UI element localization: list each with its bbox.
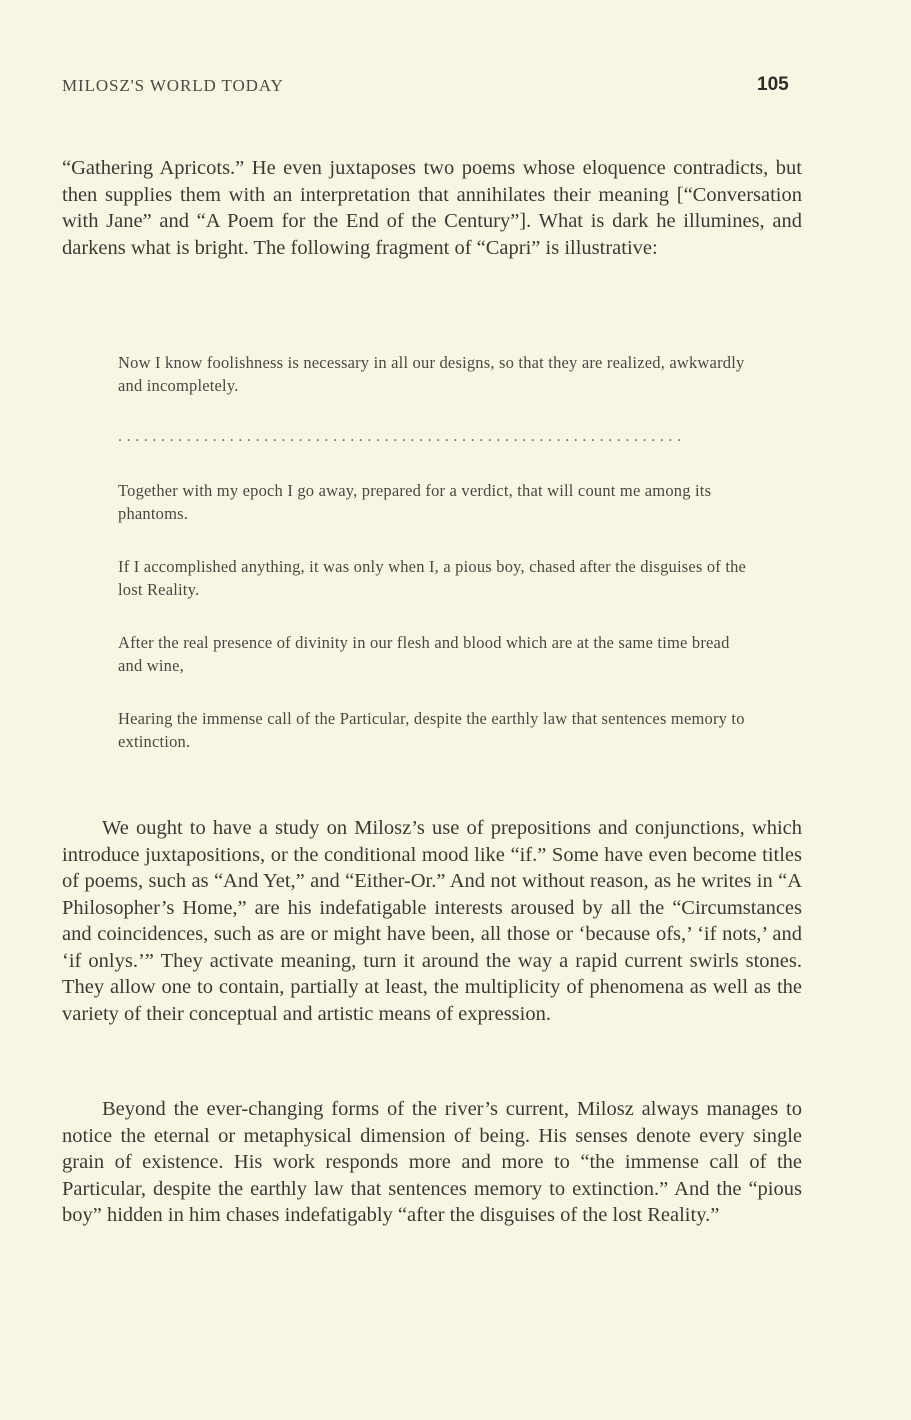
- quote-stanza-2: Together with my epoch I go away, prepared for a verdict, that will count me among its phantoms.: [118, 481, 712, 523]
- paragraph-prepositions: We ought to have a study on Milosz’s use of prepositions and conjunctions, which introduce juxtapositions, or the conditional mood like “if.” Some have even become titles of poems, such as “And Yet,” and “Either-Or.” And not without reason, as he writes in “A Philosopher’s Home,” are his indefatigable interests aroused by all the “Circumstances and coincidences, such as are or might have been, all those or ‘because ofs,’ ‘if nots,’ and ‘if onlys.’” They activate meaning, turn it around the way a rapid current swirls stones. They allow one to contain, partially at least, the multiplicity of phenomena as well as the variety of their conceptual and artistic means of expression.: [62, 817, 802, 1025]
- paragraph-beyond: Beyond the ever-changing forms of the river’s current, Milosz always manages to notice the eternal or metaphysical dimension of being. His senses denote every single grain of existence. His work responds more and more to “the immense call of the Particular, despite the earthly law that sentences memory to extinction.” And the “pious boy” hidden in him chases indefatigably “after the disguises of the lost Reality.”: [62, 1098, 802, 1226]
- quote-ellipsis: ..................................................................: [118, 428, 686, 445]
- quote-stanza-1: Now I know foolishness is necessary in all our designs, so that they are realized, awkwardly and incompletely.: [118, 353, 745, 395]
- quote-stanza-5: Hearing the immense call of the Particular, despite the earthly law that sentences memory to extinction.: [118, 709, 745, 751]
- quote-stanza-3: If I accomplished anything, it was only when I, a pious boy, chased after the disguises of the lost Reality.: [118, 557, 747, 599]
- quote-stanza-4: After the real presence of divinity in our flesh and blood which are at the same time bread and wine,: [118, 633, 730, 675]
- page-number: 105: [757, 74, 789, 95]
- paragraph-intro: “Gathering Apricots.” He even juxtaposes two poems whose eloquence contradicts, but then supplies them with an interpretation that annihilates their meaning [“Conversation with Jane” and “A Poem for the End of the Century”]. What is dark he illumines, and darkens what is bright. The following fragment of “Capri” is illustrative:: [62, 157, 802, 259]
- running-head: MILOSZ'S WORLD TODAY: [62, 76, 284, 95]
